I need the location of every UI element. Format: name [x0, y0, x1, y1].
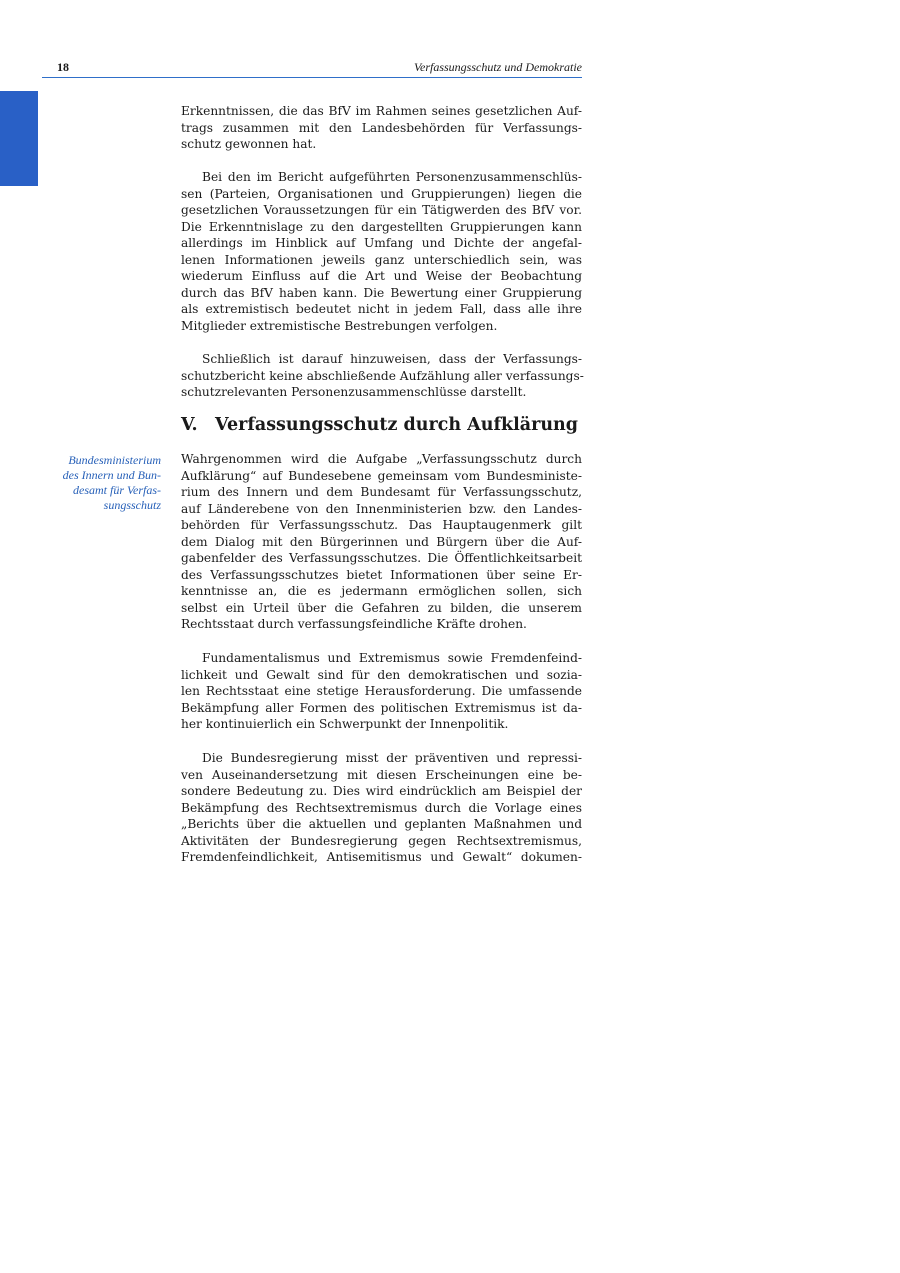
text-line: auf Länderebene von den Innenministerien bzw. den Landes-: [181, 501, 582, 516]
text-line: Erkenntnissen, die das BfV im Rahmen seines gesetzlichen Auf-: [181, 104, 582, 118]
text-line: her kontinuierlich ein Schwerpunkt der Innenpolitik.: [181, 717, 509, 731]
text-line: lichkeit und Gewalt sind für den demokratischen und sozia-: [181, 667, 582, 682]
text-line: Bekämpfung des Rechtsextremismus durch die Vorlage eines: [181, 800, 582, 815]
text-line: als extremistisch bedeutet nicht in jedem Fall, dass alle ihre: [181, 302, 582, 316]
text-line: Rechtsstaat durch verfassungsfeindliche Kräfte drohen.: [181, 617, 527, 631]
text-line: dem Dialog mit den Bürgerinnen und Bürgern über die Auf-: [181, 534, 582, 549]
paragraph-2: [181, 169, 582, 334]
running-header-title: Verfassungsschutz und Demokratie: [414, 60, 582, 74]
paragraph-6: [181, 750, 582, 866]
chapter-side-tab: [0, 91, 38, 186]
page-number: 18: [57, 60, 69, 74]
section-heading: [181, 415, 578, 435]
text-line: len Rechtsstaat eine stetige Herausforderung. Die umfassende: [181, 684, 582, 698]
text-line: Fundamentalismus und Extremismus sowie Fremdenfeind-: [202, 651, 582, 665]
text-line: Die Erkenntnislage zu den dargestellten Gruppierungen kann: [181, 219, 582, 234]
text-line: Bekämpfung aller Formen des politischen Extremismus ist da-: [181, 700, 582, 715]
text-line: allerdings im Hinblick auf Umfang und Dichte der angefal-: [181, 236, 582, 250]
text-line: Bei den im Bericht aufgeführten Personenzusammenschlüs-: [202, 170, 582, 184]
paragraph-5: [181, 650, 582, 733]
text-line: Die Bundesregierung misst der präventiven und repressi-: [202, 751, 582, 765]
text-line: schutzbericht keine abschließende Aufzählung aller verfassungs-: [181, 368, 584, 383]
text-line: kenntnisse an, die es jedermann ermöglichen sollen, sich: [181, 584, 582, 598]
header-rule: [42, 77, 582, 78]
text-line: Aufklärung“ auf Bundesebene gemeinsam vom Bundesministe-: [181, 468, 582, 483]
text-line: schutz gewonnen hat.: [181, 137, 317, 151]
text-line: durch das BfV haben kann. Die Bewertung einer Gruppierung: [181, 285, 582, 300]
text-line: des Verfassungsschutzes bietet Informationen über seine Er-: [181, 567, 582, 582]
margin-note: [51, 453, 161, 513]
margin-note-line: Bundesministerium: [68, 453, 161, 467]
text-line: selbst ein Urteil über die Gefahren zu bilden, die unserem: [181, 600, 582, 615]
text-line: Aktivitäten der Bundesregierung gegen Rechtsextremismus,: [181, 833, 582, 848]
text-line: Mitglieder extremistische Bestrebungen verfolgen.: [181, 318, 498, 333]
margin-note-line: sungsschutz: [103, 498, 161, 512]
margin-note-line: des Innern und Bun-: [62, 468, 161, 482]
section-title: Verfassungsschutz durch Aufklärung: [215, 415, 578, 435]
text-line: sondere Bedeutung zu. Dies wird eindrücklich am Beispiel der: [181, 784, 582, 798]
text-line: Wahrgenommen wird die Aufgabe „Verfassungsschutz durch: [181, 452, 582, 466]
section-number: V.: [181, 415, 198, 435]
text-line: ven Auseinandersetzung mit diesen Erscheinungen eine be-: [181, 767, 582, 782]
margin-note-line: desamt für Verfas-: [73, 483, 161, 497]
text-line: trags zusammen mit den Landesbehörden für Verfassungs-: [181, 120, 582, 135]
paragraph-4: [181, 451, 582, 633]
paragraph-1: [181, 103, 582, 153]
text-line: „Berichts über die aktuellen und geplanten Maßnahmen und: [181, 817, 582, 831]
text-line: Schließlich ist darauf hinzuweisen, dass der Verfassungs-: [202, 352, 582, 366]
text-line: gabenfelder des Verfassungsschutzes. Die Öffentlichkeitsarbeit: [181, 551, 582, 565]
paragraph-3: [181, 351, 582, 401]
text-line: rium des Innern und dem Bundesamt für Verfassungsschutz,: [181, 485, 582, 499]
text-line: schutzrelevanten Personenzusammenschlüsse darstellt.: [181, 385, 527, 399]
text-line: Fremdenfeindlichkeit, Antisemitismus und Gewalt“ dokumen-: [181, 850, 582, 864]
text-line: sen (Parteien, Organisationen und Gruppierungen) liegen die: [181, 186, 582, 201]
text-line: behörden für Verfassungsschutz. Das Hauptaugenmerk gilt: [181, 518, 582, 532]
text-line: gesetzlichen Voraussetzungen für ein Tätigwerden des BfV vor.: [181, 203, 582, 217]
text-line: wiederum Einfluss auf die Art und Weise der Beobachtung: [181, 269, 582, 283]
text-line: lenen Informationen jeweils ganz unterschiedlich sein, was: [181, 252, 582, 267]
